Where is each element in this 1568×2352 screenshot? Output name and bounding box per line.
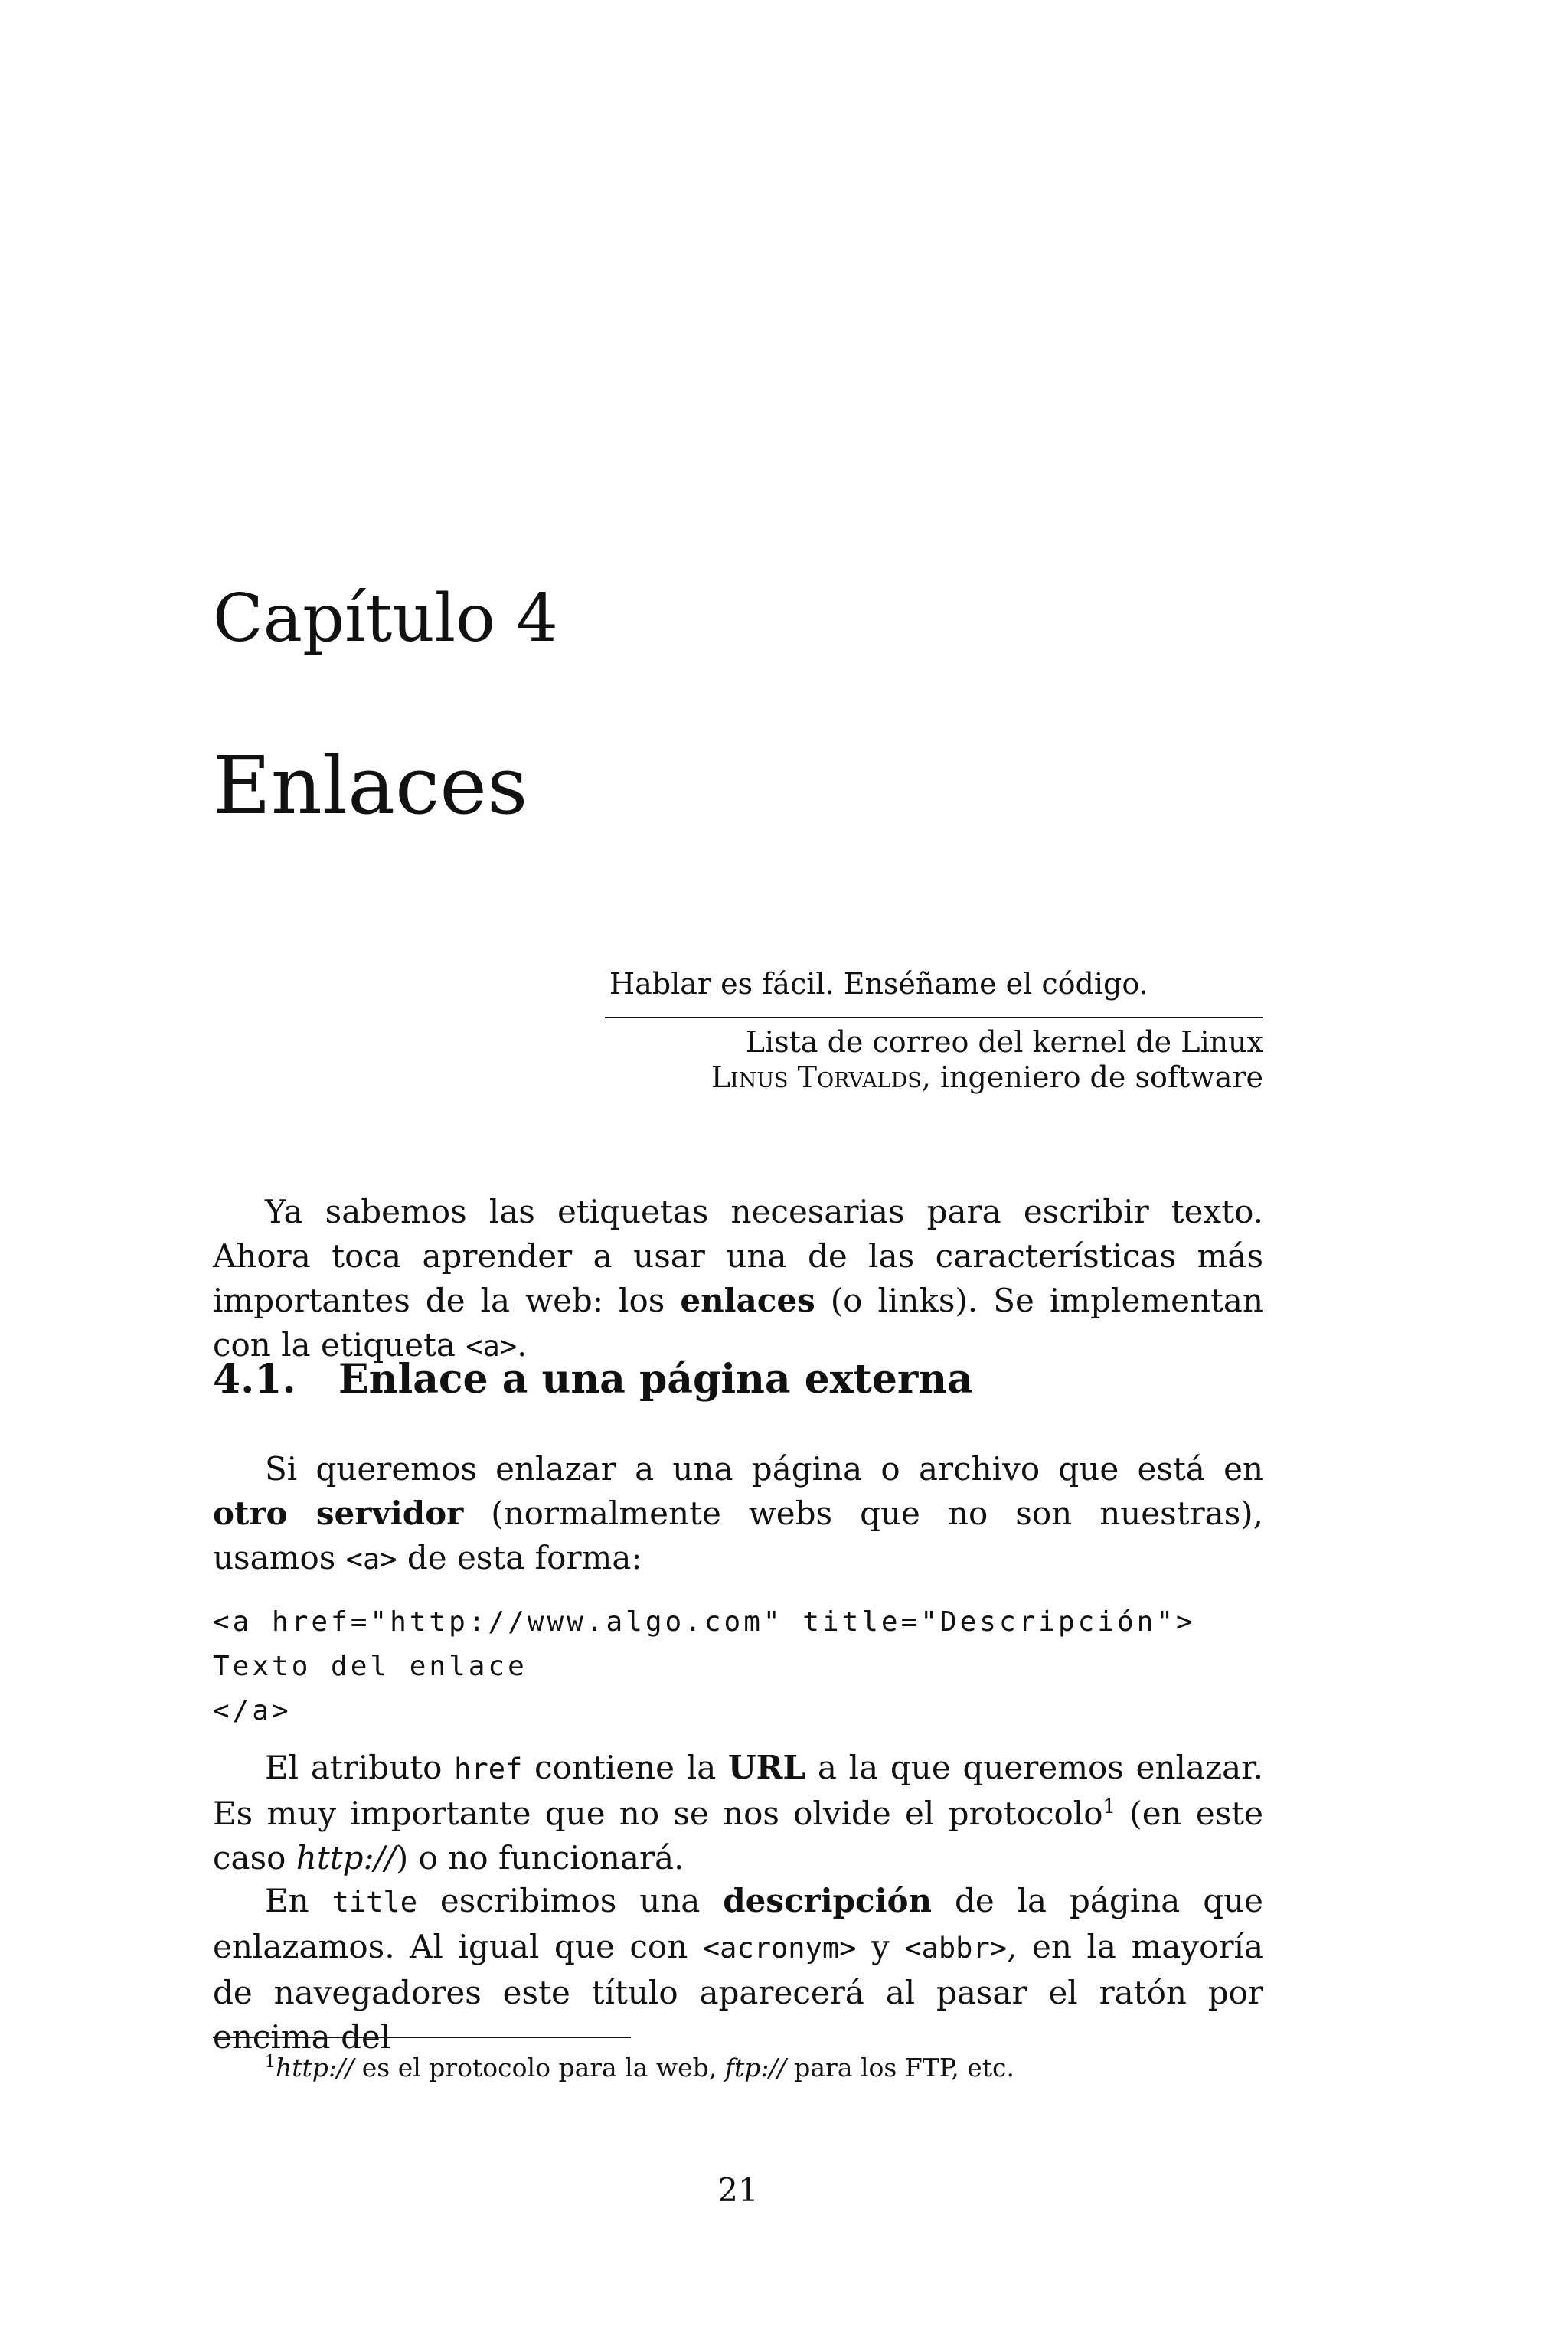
intro-paragraph bbox=[213, 1190, 1263, 1369]
para2-text-5: ) o no funcionará. bbox=[395, 1839, 684, 1877]
para1-text-3: de esta forma: bbox=[397, 1539, 642, 1576]
footnote-reference: 1 bbox=[1102, 1795, 1116, 1818]
intro-text-2: (o links). Se implementan con la etiqueta bbox=[213, 1282, 1263, 1364]
para1-text-1: Si queremos enlazar a una página o archivo que está en bbox=[265, 1450, 1263, 1488]
intro-code-a: <a> bbox=[466, 1330, 518, 1363]
para2-text-1: El atributo bbox=[265, 1749, 455, 1786]
footnote-text-1: es el protocolo para la web, bbox=[354, 2053, 725, 2082]
epigraph bbox=[605, 966, 1263, 1095]
para1-text-2: (normalmente webs que no son nuestras), usamos bbox=[213, 1494, 1263, 1576]
paragraph-title bbox=[213, 1879, 1263, 2060]
section-heading bbox=[213, 1355, 973, 1404]
epigraph-source: Lista de correo del kernel de Linux bbox=[745, 1025, 1263, 1059]
code-line-1: <a href="http://www.algo.com" title="Descripción"> bbox=[213, 1606, 1196, 1638]
footnote-mark: 1 bbox=[265, 2053, 276, 2072]
para3-text-1: En bbox=[265, 1882, 332, 1919]
para3-bold-descripcion: descripción bbox=[723, 1882, 933, 1919]
para3-code-abbr: <abbr> bbox=[904, 1932, 1007, 1965]
para3-text-5: , en la mayoría de navegadores este título aparecerá al pasar el ratón por encima del bbox=[213, 1928, 1263, 2056]
para3-text-3: de la página que enlazamos. Al igual que con bbox=[213, 1882, 1263, 1965]
para1-code-a: <a> bbox=[345, 1543, 397, 1576]
epigraph-attribution bbox=[605, 1060, 1263, 1095]
document-page bbox=[213, 0, 1263, 2352]
para2-code-href: href bbox=[454, 1753, 523, 1785]
epigraph-author: Linus Torvalds bbox=[710, 1060, 922, 1094]
code-block bbox=[213, 1600, 1196, 1733]
epigraph-quote: Hablar es fácil. Enséñame el código. bbox=[609, 967, 1148, 1001]
intro-text-3: . bbox=[517, 1326, 528, 1364]
epigraph-rule bbox=[605, 1017, 1263, 1018]
para2-text-2: contiene la bbox=[522, 1749, 729, 1786]
footnote-italic-ftp: ftp:// bbox=[724, 2053, 786, 2082]
chapter-label: Capítulo 4 bbox=[213, 580, 558, 657]
paragraph-external-link bbox=[213, 1447, 1263, 1582]
footnote bbox=[265, 2046, 1014, 2085]
page-number: 21 bbox=[717, 2171, 759, 2209]
code-line-3: </a> bbox=[213, 1695, 292, 1726]
para2-italic-http: http:// bbox=[296, 1839, 396, 1877]
epigraph-author-role: , ingeniero de software bbox=[921, 1060, 1263, 1094]
para3-code-title: title bbox=[332, 1886, 417, 1919]
intro-bold-enlaces: enlaces bbox=[680, 1282, 815, 1319]
para2-text-4: (en este caso bbox=[213, 1795, 1263, 1877]
para2-text-3: a la que queremos enlazar. Es muy importante que no se nos olvide el protocolo bbox=[213, 1749, 1263, 1832]
intro-text-1: Ya sabemos las etiquetas necesarias para escribir texto. Ahora toca aprender a usar una de las características más importantes de la web: los bbox=[213, 1193, 1263, 1319]
footnote-text-2: para los FTP, etc. bbox=[786, 2053, 1014, 2082]
chapter-title: Enlaces bbox=[213, 739, 528, 832]
para2-bold-url: URL bbox=[728, 1749, 806, 1786]
para1-bold-otro-servidor: otro servidor bbox=[213, 1494, 464, 1532]
para3-code-acronym: <acronym> bbox=[702, 1932, 857, 1965]
footnote-rule bbox=[213, 2037, 631, 2038]
code-line-2: Texto del enlace bbox=[213, 1651, 528, 1682]
para3-text-2: escribimos una bbox=[417, 1882, 724, 1919]
section-number: 4.1. bbox=[213, 1356, 296, 1403]
section-title: Enlace a una página externa bbox=[338, 1356, 973, 1403]
footnote-italic-http: http:// bbox=[276, 2053, 354, 2082]
para3-text-4: y bbox=[856, 1928, 905, 1965]
paragraph-href bbox=[213, 1746, 1263, 1880]
